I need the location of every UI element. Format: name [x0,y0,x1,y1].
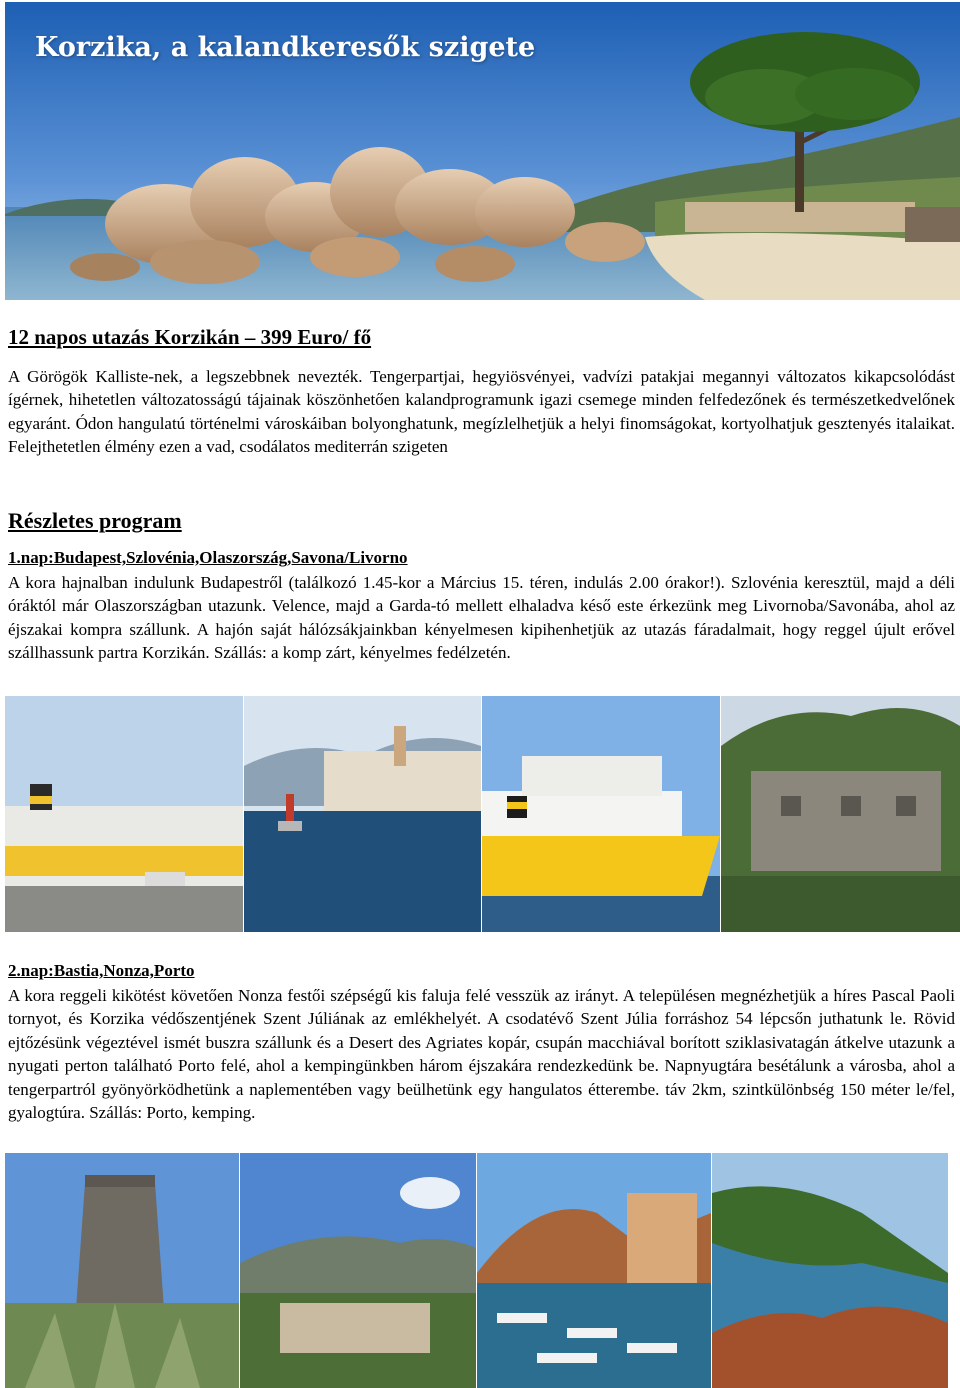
hero-title: Korzika, a kalandkeresők szigete [35,32,536,63]
day-1-title: 1.nap:Budapest,Szlovénia,Olaszország,Savona/Livorno [8,548,408,567]
yellow-ferry-photo [482,696,720,932]
trip-title: 12 napos utazás Korzikán – 399 Euro/ fő [8,325,372,349]
hero-banner [5,2,960,300]
nonza-village-photo [240,1153,476,1388]
fortress-photo [721,696,960,932]
porto-coast-photo [712,1153,948,1388]
bastia-harbor-photo [244,696,481,932]
day-2-title: 2.nap:Bastia,Nonza,Porto [8,961,195,980]
day-1-paragraph: A kora hajnalban indulunk Budapestről (találkozó 1.45-kor a Március 15. téren, indulás 2.00 órakor!). Szlovénia keresztül, majd a déli óráktól már Olaszországban utazunk. Velence, majd a Garda-tó mellett elhaladva késő este érkezünk meg Livornoba/Savonába, ahol az éjszakai kompra szállunk. A hajón saját hálózsákjainkban kényelmesen kipihenhetjük az utazás fáradalmait, hogy reggel újult erővel szállhassunk partra Korzikán. Szállás: a komp zárt, kényelmes fedélzetén. [8,573,955,663]
porto-marina-photo [477,1153,711,1388]
nonza-tower-photo [5,1153,239,1388]
intro-paragraph: A Görögök Kalliste-nek, a legszebbnek nevezték. Tengerpartjai, hegyiösvényei, vadvízi patakjai megannyi változatos kikapcsolódást ígérnek, hihetetlen változatosságú tájainak köszönhetően kalandprogramunk igazi csemege minden felfedezőnek és természetkedvelőnek egyaránt. Ódon hangulatú történelmi városkáiban bolyonghatunk, megízlelhetjük a helyi finomságokat, kortyolhatjuk gesztenyés italaikat. Felejthetetlen élmény ezen a vad, csodálatos mediterrán szigeten [8,367,955,457]
ferry-photo [5,696,243,932]
day-2-paragraph: A kora reggeli kikötést követően Nonza festői szépségű kis faluja felé vesszük az irányt. A településen megnézhetjük a híres Pascal Paoli tornyot, és Korzika védőszentjének Szent Júliának az emlékhelyét. A csodatévő Szent Júlia forráshoz 54 lépcsőn juthatunk le. Rövid ejtőzésünk végeztével ismét buszra szállunk és a Desert des Agriates kopár, csupán macchiával borított sziklasivatagán átkelve utazunk a nyugati perton található Porto felé, ahol a kempingünkben három éjszakára rendezkedünk be. Napnyugtára besétálunk a városba, ahol a tengerpartról gyönyörködhetünk a naplementében vagy beülhetünk egy hangulatos étterembe. táv 2km, szintkülönbség 150 méter le/fel, gyalogtúra. Szállás: Porto, kemping. [8,986,955,1123]
section-title: Részletes program [8,508,182,533]
